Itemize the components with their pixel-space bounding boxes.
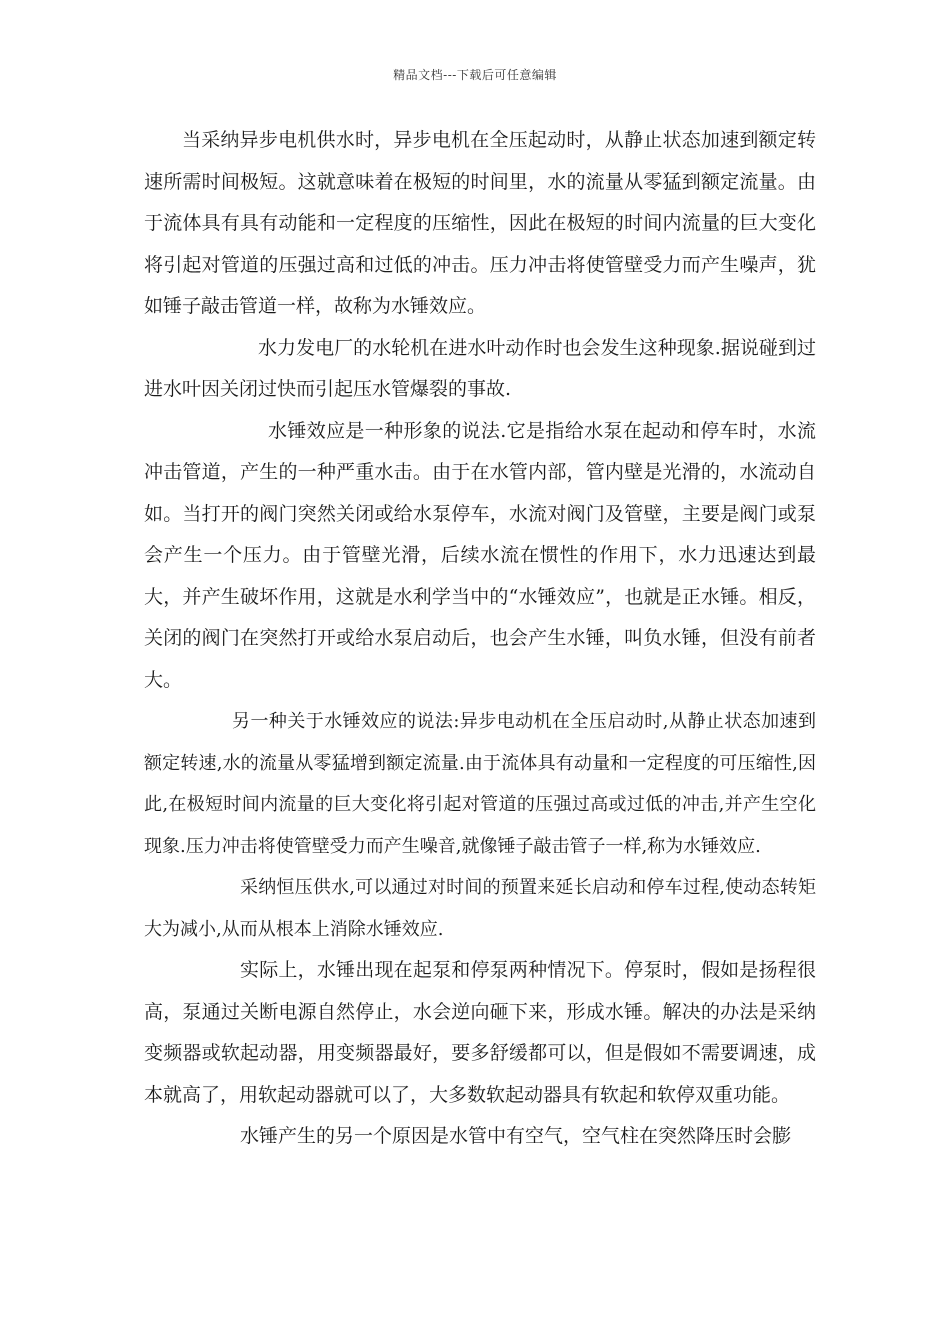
paragraph-4: 另一种关于水锤效应的说法:异步电动机在全压启动时,从静止状态加速到额定转速,水的流量从零猛增到额定流量.由于流体具有动量和一定程度的可压缩性,因此,在极短时间内流量的巨大变化将引起对管道的压强过高或过低的冲击,并产生空化现象.压力冲击将使管壁受力而产生噪音,就像锤子敲击管子一样,称为水锤效应. bbox=[144, 711, 816, 857]
paragraph-7: 水锤产生的另一个原因是水管中有空气，空气柱在突然降压时会膨 bbox=[240, 1125, 792, 1147]
paragraph-2: 水力发电厂的水轮机在进水叶动作时也会发生这种现象.据说碰到过进水叶因关闭过快而引起压水管爆裂的事故. bbox=[144, 336, 816, 400]
paragraph-3: 水锤效应是一种形象的说法.它是指给水泵在起动和停车时，水流冲击管道，产生的一种严重水击。由于在水管内部，管内壁是光滑的，水流动自如。当打开的阀门突然关闭或给水泵停车，水流对阀门及管壁，主要是阀门或泵会产生一个压力。由于管壁光滑，后续水流在惯性的作用下，水力迅速达到最大，并产生破坏作用，这就是水利学当中的“水锤效应”，也就是正水锤。相反，关闭的阀门在突然打开或给水泵启动后，也会产生水锤，叫负水锤，但没有前者大。 bbox=[144, 419, 816, 691]
document-body bbox=[144, 120, 816, 1158]
paragraph-5: 采纳恒压供水,可以通过对时间的预置来延长启动和停车过程,使动态转矩大为减小,从而从根本上消除水锤效应. bbox=[144, 877, 816, 940]
page-header: 精品文档---下载后可任意编辑 bbox=[393, 68, 557, 82]
paragraph-6: 实际上，水锤出现在起泵和停泵两种情况下。停泵时，假如是扬程很高，泵通过关断电源自然停止，水会逆向砸下来，形成水锤。解决的办法是采纳变频器或软起动器，用变频器最好，要多舒缓都可以，但是假如不需要调速，成本就高了，用软起动器就可以了，大多数软起动器具有软起和软停双重功能。 bbox=[144, 959, 816, 1106]
paragraph-1: 当采纳异步电机供水时，异步电机在全压起动时，从静止状态加速到额定转速所需时间极短。这就意味着在极短的时间里，水的流量从零猛到额定流量。由于流体具有具有动能和一定程度的压缩性，因此在极短的时间内流量的巨大变化将引起对管道的压强过高和过低的冲击。压力冲击将使管壁受力而产生噪声，犹如锤子敲击管道一样，故称为水锤效应。 bbox=[144, 129, 816, 317]
